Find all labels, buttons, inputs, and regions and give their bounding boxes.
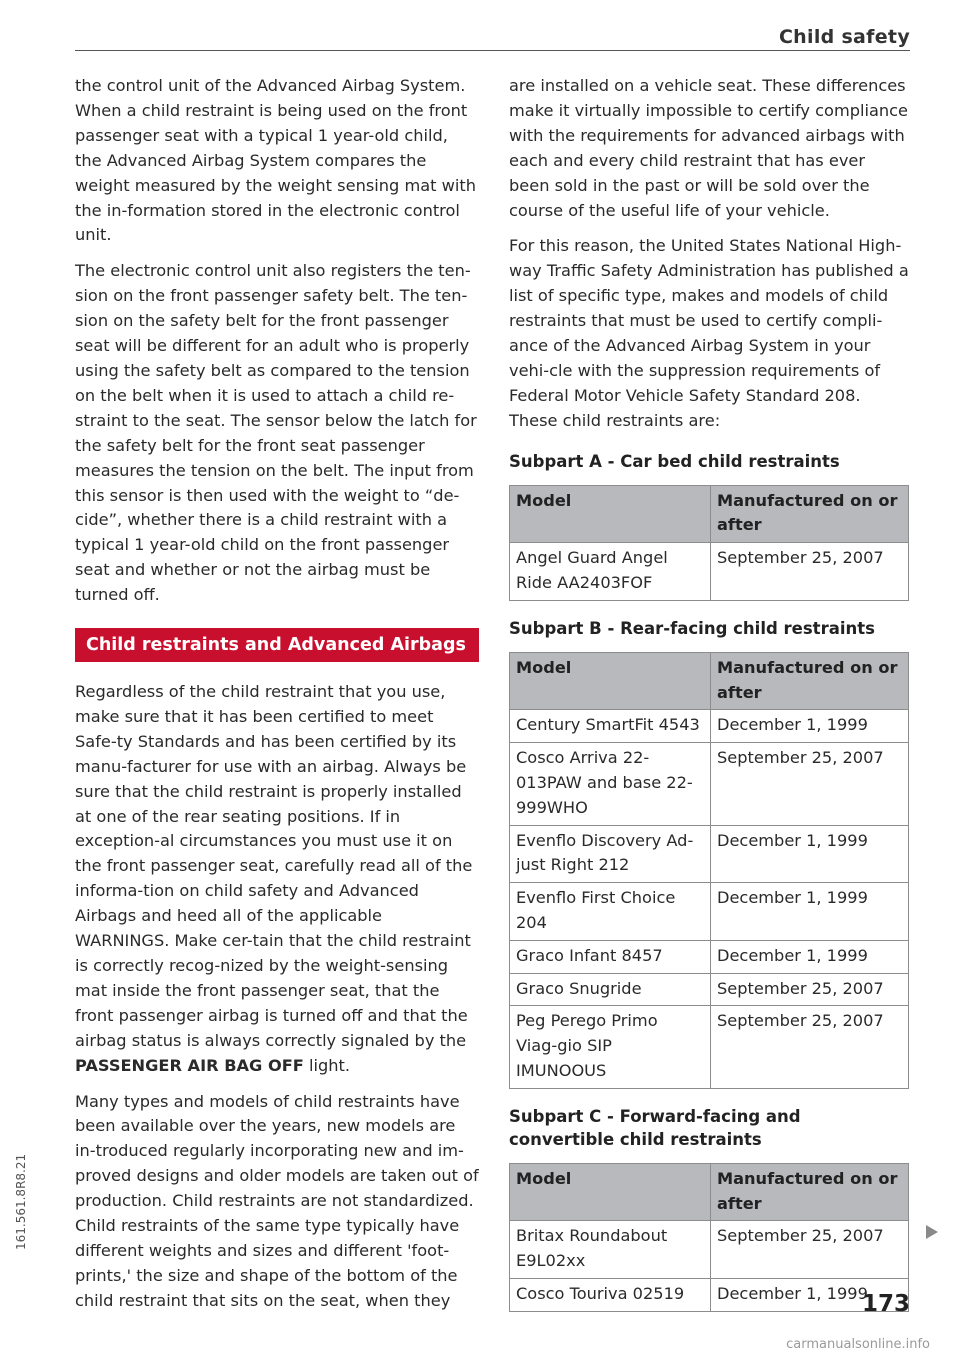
model-cell: Graco Snugride [510,973,711,1006]
body-paragraph: The electronic control unit also registers the ten-sion on the front passenger safety belt. The ten-sion on the safety belt for the front passenger seat will be different for an adult who is properly using the safety belt as compared to the tension on the belt when it is used to attach a child re-straint to the seat. The sensor below the latch for the safety belt for the front seat passenger measures the tension on the belt. The input from this sensor is then used with the weight to “de-cide”, whether there is a child restraint with a typical 1 year-old child on the front passenger seat and whether or not the airbag must be turned off. [75,261,477,605]
column-header-date: Manufactured on or after [711,1163,909,1221]
paragraph-text: light. [303,1055,351,1075]
date-cell: September 25, 2007 [711,1221,909,1279]
date-cell: December 1, 1999 [711,825,909,883]
body-paragraph [75,680,479,1079]
table-row [510,883,909,941]
model-cell: Cosco Arriva 22-013PAW and base 22-999WHO [510,743,711,825]
table-header-row [510,485,909,543]
running-header-title: Child safety [778,26,910,48]
table-row [510,1279,909,1312]
page-number: 173 [861,1291,910,1317]
date-cell: September 25, 2007 [711,543,909,601]
subpart-a-table [509,485,909,601]
model-cell: Century SmartFit 4543 [510,710,711,743]
section-heading: Child restraints and Advanced Airbags [75,628,479,662]
body-paragraph: are installed on a vehicle seat. These differences make it virtually impossible to certify compliance with the requirements for advanced airbags with each and every child restraint that has ever been sold in the past or will be sold over the course of the useful life of your vehicle. [509,76,909,220]
right-column [509,74,909,1318]
table-row [510,940,909,973]
model-cell: Graco Infant 8457 [510,940,711,973]
watermark: carmanualsonline.info [786,1337,930,1352]
header-rule [75,50,910,51]
continue-arrow-icon [926,1225,938,1239]
date-cell: September 25, 2007 [711,743,909,825]
column-header-model: Model [510,1163,711,1221]
side-code: 161.561.8R8.21 [14,1153,28,1250]
model-cell: Peg Perego Primo Viag-gio SIP IMUNOOUS [510,1006,711,1088]
model-cell: Angel Guard Angel Ride AA2403FOF [510,543,711,601]
table-row [510,710,909,743]
subpart-c-table [509,1163,909,1312]
indicator-light-name: PASSENGER AIR BAG OFF [75,1055,304,1075]
subpart-b-heading: Subpart B - Rear-facing child restraints [509,618,875,638]
column-header-model: Model [510,485,711,543]
left-column [75,74,479,1325]
subpart-c-heading: Subpart C - Forward-facing and convertible child restraints [509,1106,801,1149]
model-cell: Cosco Touriva 02519 [510,1279,711,1312]
date-cell: September 25, 2007 [711,1006,909,1088]
column-header-date: Manufactured on or after [711,485,909,543]
date-cell: September 25, 2007 [711,973,909,1006]
subpart-b-table [509,652,909,1089]
body-paragraph: Many types and models of child restraints have been available over the years, new models are in-troduced regularly incorporating new and im-proved designs and older models are taken out of production. Child restraints are not standardized. Child restraints of the same type typically have different weights and sizes and different 'foot-prints,' the size and shape of the bottom of the child restraint that sits on the seat, when they [75,1091,479,1310]
body-paragraph: For this reason, the United States National High-way Traffic Safety Administration has published a list of specific type, makes and models of child restraints that must be used to certify compli-ance of the Advanced Airbag System in your vehi-cle with the suppression requirements of Federal Motor Vehicle Safety Standard 208. These child restraints are: [509,236,909,430]
model-cell: Britax Roundabout E9L02xx [510,1221,711,1279]
table-row [510,743,909,825]
table-row [510,825,909,883]
column-header-model: Model [510,652,711,710]
subpart-a-heading: Subpart A - Car bed child restraints [509,451,840,471]
date-cell: December 1, 1999 [711,1279,909,1312]
table-row [510,543,909,601]
date-cell: December 1, 1999 [711,940,909,973]
table-row [510,1221,909,1279]
column-header-date: Manufactured on or after [711,652,909,710]
body-paragraph: the control unit of the Advanced Airbag System. When a child restraint is being used on the front passenger seat with a typical 1 year-old child, the Advanced Airbag System compares the weight measured by the weight sensing mat with the in-formation stored in the electronic control unit. [75,76,476,245]
paragraph-text: Regardless of the child restraint that you use, make sure that it has been certified to meet Safe-ty Standards and has been certified by its manu-facturer for use with an airbag. Always be sure that the child restraint is properly installed at one of the rear seating positions. If in exception-al circumstances you must use it on the front passenger seat, carefully read all of the informa-tion on child safety and Advanced Airbags and heed all of the applicable WARNINGS. Make cer-tain that the child restraint is correctly recog-nized by the weight-sensing mat inside the front passenger seat, that the front passenger airbag is turned off and that the airbag status is always correctly signaled by the [75,682,473,1050]
date-cell: December 1, 1999 [711,710,909,743]
model-cell: Evenflo Discovery Ad-just Right 212 [510,825,711,883]
date-cell: December 1, 1999 [711,883,909,941]
table-row [510,973,909,1006]
table-header-row [510,1163,909,1221]
model-cell: Evenflo First Choice 204 [510,883,711,941]
table-row [510,1006,909,1088]
table-header-row [510,652,909,710]
